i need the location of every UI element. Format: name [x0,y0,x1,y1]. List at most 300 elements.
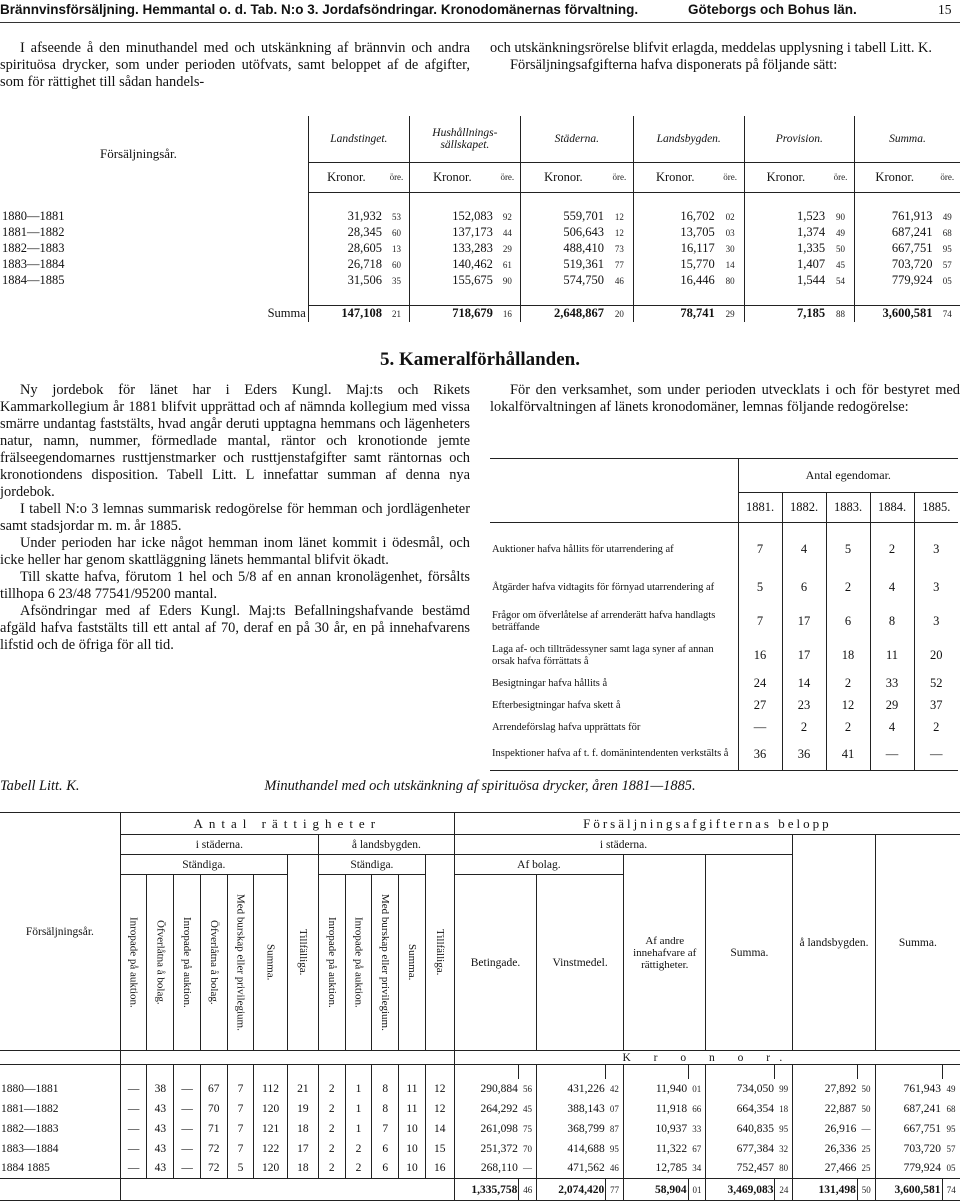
k-total-row [0,1179,960,1201]
fees-rows [0,192,960,322]
domain-row-label: Laga af- och tillträdessyner samt laga syner af annan orsak hafva förrättats å [492,643,714,667]
cell: 3 [914,571,958,605]
cell: 12,785 [624,1159,689,1179]
k-year-header: Försäljningsår. [0,813,120,1051]
domain-group-header: Antal egendomar. [738,459,958,493]
cell: — [120,1119,147,1139]
cell: 18 [287,1119,318,1139]
k-vinstmedel-header: Vinstmedel. [537,875,624,1051]
cell: — [120,1159,147,1179]
cell: 16,702 [633,209,716,225]
fees-group-provision: Provision. [744,116,854,162]
cell: 687,241 [854,225,934,241]
k-summa2-header: Summa. [875,835,960,1051]
cell: 25 [861,1143,871,1154]
cell: 667,751 [875,1119,942,1139]
cell: 77 [614,259,624,270]
cell: 95 [946,1123,956,1134]
paragraph: Ny jordebok för länet har i Eders Kungl. Maj:ts och Rikets Kammarkollegium år 1881 blifvit upprättad och af nämnda kollegium med vissa smärre undantag faststälts, hvad angår deruti upptagna hemmans och lägenheters natur, namn, nummer, förmedlade mantal, räntor och kronotionde jemte frälseegendomarnes rusttjenstmarker och rusttjenstafgifter samt räntornas och kronotiondens disposition. Tabell Litt. L innefattar summan af denna nya jordebok. [0,382,470,500]
cell: 46 [519,1179,537,1201]
cell: 2 [345,1159,372,1179]
domain-table [490,458,958,771]
cell: 17 [782,605,826,639]
unit-kronor: Kronor. [633,162,716,192]
cell: 12 [826,695,870,717]
cell: 57 [942,259,952,270]
cell: 368,799 [537,1119,606,1139]
domain-row [490,717,958,739]
intro-right [490,40,960,74]
cell: 43 [147,1159,174,1179]
cell: 60 [391,227,401,238]
fees-group-landstinget: Landstinget. [308,116,409,162]
header-region: Göteborgs och Bohus län. [688,2,857,17]
unit-kronor: Kronor. [308,162,384,192]
cell: 3 [914,605,958,639]
k-standiga2-header: Ständiga. [318,855,425,875]
cell: 1,335 [744,241,827,257]
k-stader2-header: i städerna. [454,835,793,855]
cell: 87 [609,1123,619,1134]
cell: 5 [227,1159,254,1179]
unit-kronor: Kronor. [520,162,606,192]
k-row-year: 1880—1881 [1,1082,59,1095]
cell: 32 [779,1143,789,1154]
cell: 20 [914,639,958,673]
domain-row-label: Efterbesigtningar hafva skett å [492,699,621,711]
fees-row [0,225,960,241]
cell: 13,705 [633,225,716,241]
domain-year: 1884. [870,493,914,523]
domain-row [490,529,958,571]
cell: 45 [523,1103,533,1114]
cell: 147,108 [308,305,384,322]
cell: 4 [870,571,914,605]
cell: 11,940 [624,1079,689,1099]
fees-row-year: 1882—1883 [2,241,65,255]
cell: 2 [345,1139,372,1159]
domain-year: 1882. [782,493,826,523]
cell: 27,892 [793,1079,858,1099]
k-betingade-header: Betingade. [454,875,536,1051]
k-summa-2: Summa. [399,875,426,1051]
cell: 3 [914,529,958,571]
fees-group-staderna: Städerna. [520,116,633,162]
cell: 734,050 [706,1079,775,1099]
cell: 2 [826,571,870,605]
cell: 140,462 [409,257,494,273]
cell: 8 [870,605,914,639]
k-summa-header: Summa. [706,855,793,1051]
fees-year-header: Försäljningsår. [100,146,177,161]
k-row [0,1119,960,1139]
left-body [0,382,470,654]
fees-row-year: 1883—1884 [2,257,65,271]
cell: 46 [614,275,624,286]
cell: — [120,1079,147,1099]
cell: 11,918 [624,1099,689,1119]
paragraph: I tabell N:o 3 lemnas summarisk redogörelse för hemman och jordlägenheter samt stadsjordar m. m. år 1885. [0,501,470,534]
cell: 703,720 [854,257,934,273]
right-body [490,382,960,416]
cell: 431,226 [537,1079,606,1099]
cell: 6 [372,1139,399,1159]
cell: 26,718 [308,257,384,273]
k-landsbygd-header: å landsbygden. [318,835,454,855]
intro-left-text: I afseende å den minuthandel med och utskänkning af brännvin och andra spirituösa drycker, som under perioden utöfvats, samt beloppet af de afgifter, som för rättighet till sådan handels- [0,40,470,90]
cell: 121 [254,1119,287,1139]
cell: 664,354 [706,1099,775,1119]
cell: 72 [200,1139,227,1159]
domain-row-label: Arrendeförslag hafva upprättats för [492,721,641,733]
cell: 88 [827,305,854,322]
cell: 2 [318,1079,345,1099]
header-topics: Brännvinsförsäljning. Hemmantal o. d. Tab. N:o 3. Jordafsöndringar. Kronodomänernas förvaltning. [0,2,639,17]
cell: 703,720 [875,1139,942,1159]
cell: 10 [399,1139,426,1159]
k-rows [0,1079,960,1179]
paragraph: Till skatte hafva, förutom 1 hel och 5/8 af en annan kronolägenhet, försålts tillhopa 6 23/48 77541/95200 mantal. [0,569,470,602]
unit-ore: öre. [606,162,633,192]
domain-row [490,695,958,717]
cell: 52 [914,673,958,695]
cell: 112 [254,1079,287,1099]
cell: 95 [609,1143,619,1154]
cell: 4 [782,529,826,571]
domain-row [490,739,958,771]
cell: 20 [606,305,633,322]
cell: 13 [391,243,401,254]
domain-row-label: Åtgärder hafva vidtagits för förnyad utarrendering af [492,581,715,593]
cell: 133,283 [409,241,494,257]
cell: 72 [200,1159,227,1179]
cell: 5 [738,571,782,605]
cell: 29 [870,695,914,717]
k-burskap-2: Med burskap eller privilegium. [372,875,399,1051]
cell: 27,466 [793,1159,858,1179]
cell: 58,904 [624,1179,689,1201]
cell: 574,750 [520,273,606,289]
cell: 752,457 [706,1159,775,1179]
cell: 92 [502,211,512,222]
cell: 268,110 [454,1159,519,1179]
cell: 38 [147,1079,174,1099]
cell: 8 [372,1099,399,1119]
cell: 1 [345,1119,372,1139]
cell: 60 [391,259,401,270]
cell: 7 [738,529,782,571]
cell: 17 [782,639,826,673]
intro-left [0,40,470,91]
cell: 2 [870,529,914,571]
cell: 49 [942,211,952,222]
cell: 49 [946,1083,956,1094]
domain-row [490,571,958,605]
cell: 50 [861,1103,871,1114]
cell: 18 [779,1103,789,1114]
cell: 3,600,581 [854,305,934,322]
cell: 19 [287,1099,318,1119]
cell: 56 [523,1083,533,1094]
cell: 6 [372,1159,399,1179]
fees-row-year: 1884—1885 [2,273,65,287]
cell: 131,498 [793,1179,858,1201]
k-alands-header: å landsbygden. [793,835,875,1051]
cell: 667,751 [854,241,934,257]
fees-table-wrap [0,116,960,322]
cell: 57 [946,1143,956,1154]
cell: 16 [495,305,521,322]
fees-group-summa: Summa. [854,116,960,162]
cell: 264,292 [454,1099,519,1119]
cell: 17 [287,1139,318,1159]
cell: 779,924 [875,1159,942,1179]
cell: 12 [614,211,624,222]
cell: 02 [725,211,735,222]
cell: 27 [738,695,782,717]
fees-group-landsbygden: Landsbygden. [633,116,744,162]
domain-row-label: Inspektioner hafva af t. f. domänintendenten verkstälts å [492,748,729,760]
cell: 29 [502,243,512,254]
cell: 761,943 [875,1079,942,1099]
k-row-year: 1884 1885 [1,1162,50,1175]
cell: 2 [914,717,958,739]
cell: 718,679 [409,305,494,322]
cell: 677,384 [706,1139,775,1159]
cell: 16,117 [633,241,716,257]
k-standiga-header: Ständiga. [120,855,287,875]
cell: 33 [692,1123,702,1134]
cell: — [174,1099,201,1119]
k-belopp-header: Försäljningsafgifternas belopp [454,813,960,835]
cell: 7 [227,1099,254,1119]
cell: 23 [782,695,826,717]
cell: 28,605 [308,241,384,257]
intro-right-text2: Försäljningsafgifterna hafva disponerats på följande sätt: [510,57,838,73]
cell: 90 [502,275,512,286]
cell: 3,469,083 [706,1179,775,1201]
fees-group-hushallning: Hushållnings-sällskapet. [409,116,520,162]
cell: 2,074,420 [537,1179,606,1201]
cell: 3,600,581 [875,1179,942,1201]
cell: 31,932 [308,209,384,225]
cell: 18 [826,639,870,673]
section-title: 5. Kameralförhållanden. [379,349,581,370]
unit-kronor: Kronor. [409,162,494,192]
cell: 10 [399,1159,426,1179]
cell: 74 [942,1179,960,1201]
paragraph: För den verksamhet, som under perioden utvecklats i och för bestyret med lokalförvaltningen af länets kronodomäner, lemnas följande redogörelse: [490,382,960,415]
k-inropade-4: Inropade på auktion. [345,875,372,1051]
k-row-year: 1881—1882 [1,1102,59,1115]
cell: 43 [147,1139,174,1159]
cell: — [174,1079,201,1099]
cell: 7 [227,1139,254,1159]
cell: 2 [318,1119,345,1139]
cell: 12 [425,1079,454,1099]
cell: 2 [318,1139,345,1159]
unit-kronor: Kronor. [744,162,827,192]
fees-row [0,241,960,257]
fees-row [0,257,960,273]
cell: 10,937 [624,1119,689,1139]
k-burskap-1: Med burskap eller privilegium. [227,875,254,1051]
cell: 46 [609,1163,619,1174]
cell: 559,701 [520,209,606,225]
cell: 80 [725,275,735,286]
cell: 519,361 [520,257,606,273]
cell: 2 [318,1159,345,1179]
cell: 77 [606,1179,624,1201]
k-antal-header: Antal rättigheter [120,813,454,835]
k-row [0,1139,960,1159]
domain-year: 1883. [826,493,870,523]
cell: 1,523 [744,209,827,225]
cell: 61 [502,259,512,270]
paragraph: Under perioden har icke något hemman inom länet kommit i ödesmål, och icke heller har genom skattläggning länets hemmantal blifvit ökadt. [0,535,470,568]
cell: 24 [775,1179,793,1201]
cell: — [870,739,914,771]
domain-row [490,605,958,639]
k-summa-1: Summa. [254,875,287,1051]
cell: 6 [782,571,826,605]
domain-row [490,673,958,695]
k-inropade-1: Inropade på auktion. [120,875,147,1051]
cell: 122 [254,1139,287,1159]
cell: 68 [946,1103,956,1114]
k-inropade-2: Inropade på auktion. [174,875,201,1051]
cell: 01 [688,1179,706,1201]
cell: 1,407 [744,257,827,273]
cell: 95 [779,1123,789,1134]
cell: 155,675 [409,273,494,289]
cell: 67 [692,1143,702,1154]
k-stader-header: i städerna. [120,835,318,855]
fees-row-year: 1881—1882 [2,225,65,239]
cell: — [174,1119,201,1139]
cell: 71 [200,1119,227,1139]
cell: 779,924 [854,273,934,289]
cell: — [120,1099,147,1119]
cell: 11,322 [624,1139,689,1159]
cell: 41 [826,739,870,771]
table-k [0,812,960,1201]
cell: 80 [779,1163,789,1174]
cell: 45 [836,259,846,270]
cell: 05 [946,1163,956,1174]
cell: 01 [692,1083,702,1094]
cell: 414,688 [537,1139,606,1159]
cell: 53 [391,211,401,222]
cell: 26,916 [793,1119,858,1139]
cell: 2 [318,1099,345,1119]
cell: 15,770 [633,257,716,273]
cell: 2 [782,717,826,739]
cell: 24 [738,673,782,695]
cell: 44 [502,227,512,238]
cell: 26,336 [793,1139,858,1159]
cell: 14 [782,673,826,695]
table-k-label: Tabell Litt. K. [0,778,80,794]
fees-total-row [0,305,960,322]
intro-right-text: och utskänkningsrörelse blifvit erlagda, meddelas upplysning i tabell Litt. K. [490,40,933,56]
cell: 152,083 [409,209,494,225]
k-ofverlatna-2: Öfverlåtna å bolag. [200,875,227,1051]
cell: 21 [287,1079,318,1099]
fees-row [0,209,960,225]
cell: 34 [692,1163,702,1174]
cell: 31,506 [308,273,384,289]
cell: 95 [942,243,952,254]
unit-kronor: Kronor. [854,162,934,192]
domain-row [490,639,958,673]
header-rule [0,22,960,23]
k-row-year: 1882—1883 [1,1122,59,1135]
cell: 471,562 [537,1159,606,1179]
cell: 16 [738,639,782,673]
k-tillfalliga-1: Tillfälliga. [287,855,318,1051]
cell: 35 [391,275,401,286]
fees-total-label: Summa [267,305,306,320]
cell: — [738,717,782,739]
cell: 1,374 [744,225,827,241]
k-row [0,1099,960,1119]
unit-ore: öre. [495,162,521,192]
cell: 21 [384,305,409,322]
cell: — [120,1139,147,1159]
k-inropade-3: Inropade på auktion. [318,875,345,1051]
cell: 22,887 [793,1099,858,1119]
fees-row-year: 1880—1881 [2,209,65,223]
cell: 18 [287,1159,318,1179]
k-row [0,1159,960,1179]
table-k-title: Minuthandel med och utskänkning af spirituösa drycker, åren 1881—1885. [264,778,696,794]
k-row-year: 1883—1884 [1,1142,59,1155]
k-afbolag-header: Af bolag. [454,855,623,875]
unit-ore: öre. [384,162,409,192]
cell: 488,410 [520,241,606,257]
cell: 36 [738,739,782,771]
domain-row-label: Auktioner hafva hållits för utarrendering af [492,543,674,555]
cell: 11 [399,1079,426,1099]
cell: 1,335,758 [454,1179,519,1201]
cell: 03 [725,227,735,238]
running-header [0,0,960,20]
cell: 36 [782,739,826,771]
cell: 50 [861,1083,871,1094]
cell: 2 [826,673,870,695]
cell: 15 [425,1139,454,1159]
cell: 388,143 [537,1099,606,1119]
cell: 6 [826,605,870,639]
cell: 120 [254,1159,287,1179]
fees-row [0,273,960,289]
table-k-wrap [0,812,960,1201]
cell: — [523,1163,533,1174]
domain-year: 1885. [914,493,958,523]
cell: 14 [425,1119,454,1139]
domain-year: 1881. [738,493,782,523]
cell: 66 [692,1103,702,1114]
unit-ore: öre. [717,162,744,192]
cell: 42 [609,1083,619,1094]
cell: 33 [870,673,914,695]
cell: 761,913 [854,209,934,225]
cell: 7 [738,605,782,639]
cell: — [174,1139,201,1159]
cell: 73 [614,243,624,254]
unit-ore: öre. [827,162,854,192]
